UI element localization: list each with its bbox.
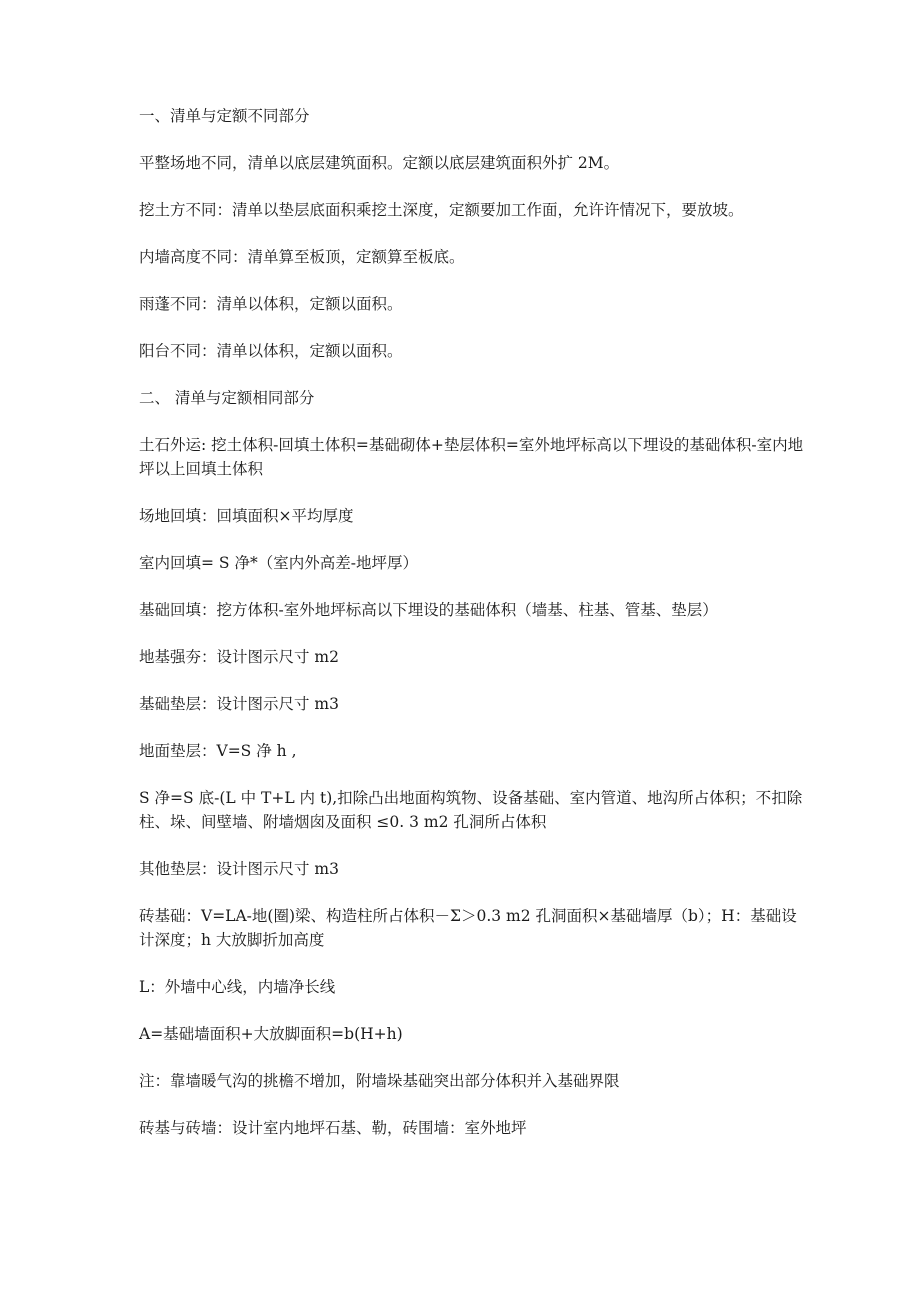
paragraph-wall-lines: L：外墙中心线，内墙净长线	[139, 978, 336, 996]
paragraph-foundation-cushion: 基础垫层：设计图示尺寸 m3	[139, 695, 339, 713]
paragraph-indoor-backfill: 室内回填= S 净*（室内外高差-地坪厚）	[139, 554, 418, 572]
paragraph-other-cushion: 其他垫层：设计图示尺寸 m3	[139, 860, 339, 878]
section-heading-1: 一、清单与定额不同部分	[139, 107, 310, 125]
paragraph-foundation-backfill: 基础回填：挖方体积-室外地坪标高以下埋设的基础体积（墙基、柱基、管基、垫层）	[139, 601, 718, 619]
section-heading-2: 二、 清单与定额相同部分	[139, 389, 315, 407]
paragraph-ground-cushion: 地面垫层：V=S 净 h ,	[139, 742, 297, 760]
paragraph-canopy: 雨蓬不同：清单以体积，定额以面积。	[139, 295, 403, 313]
paragraph-net-area-formula: S 净=S 底-(L 中 T+L 内 t),扣除凸出地面构筑物、设备基础、室内管道、地沟所占体积；不扣除柱、垛、间壁墙、附墙烟囱及面积 ≤0. 3 m2 孔洞所占体积	[139, 789, 803, 831]
paragraph-note: 注：靠墙暖气沟的挑檐不增加，附墙垛基础突出部分体积并入基础界限	[139, 1072, 620, 1090]
paragraph-area-formula: A=基础墙面积+大放脚面积=b(H+h)	[139, 1025, 403, 1043]
paragraph-earth-excavation: 挖土方不同：清单以垫层底面积乘挖土深度，定额要加工作面，允许许情况下，要放坡。	[139, 201, 744, 219]
paragraph-dynamic-compaction: 地基强夯：设计图示尺寸 m2	[139, 648, 339, 666]
document-body	[139, 104, 804, 1163]
paragraph-earth-transport: 土石外运: 挖土体积-回填土体积=基础砌体+垫层体积=室外地坪标高以下埋设的基础体积-室内地坪以上回填土体积	[139, 436, 804, 478]
paragraph-balcony: 阳台不同：清单以体积，定额以面积。	[139, 342, 403, 360]
paragraph-brick-wall-boundary: 砖基与砖墙：设计室内地坪石基、勒，砖围墙：室外地坪	[139, 1119, 527, 1137]
paragraph-inner-wall-height: 内墙高度不同：清单算至板顶，定额算至板底。	[139, 248, 465, 266]
paragraph-site-backfill: 场地回填：回填面积×平均厚度	[139, 507, 354, 525]
paragraph-site-leveling: 平整场地不同，清单以底层建筑面积。定额以底层建筑面积外扩 2M。	[139, 154, 620, 172]
paragraph-brick-foundation: 砖基础：V=LA-地(圈)梁、构造柱所占体积－Σ＞0.3 m2 孔洞面积×基础墙厚（b）；H：基础设计深度；h 大放脚折加高度	[139, 907, 797, 949]
